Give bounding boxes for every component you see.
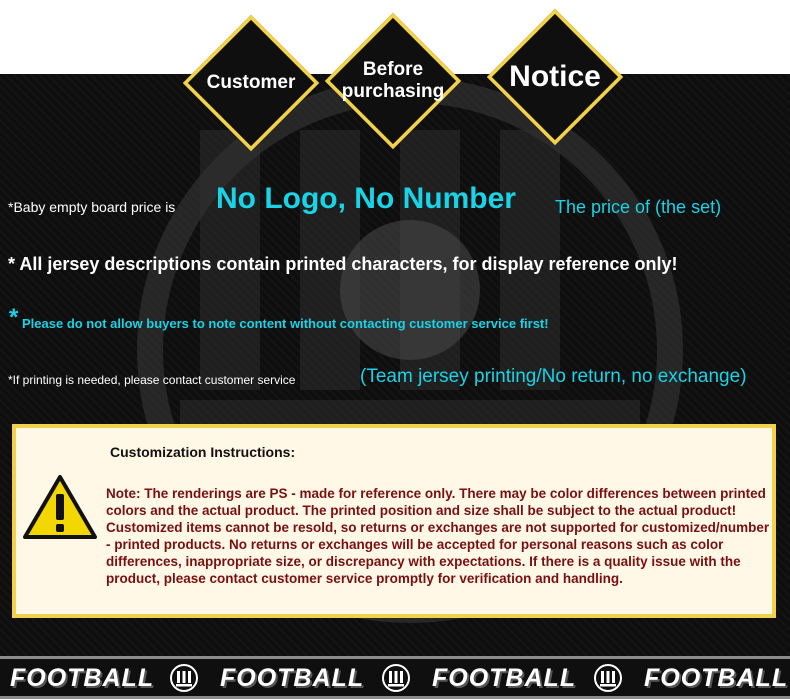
football-emblem-icon [169,663,199,693]
price-set-label: The price of (the set) [555,197,722,217]
asterisk-mark: * [9,304,19,331]
diamond-before-purchasing [326,14,460,148]
football-word: FOOTBALL [10,664,155,692]
diamond-notice [488,10,622,144]
football-word: FOOTBALL [220,664,365,692]
team-printing-note: (Team jersey printing/No return, no exchange) [360,366,747,387]
football-word: FOOTBALL [644,664,789,692]
note-content-warning: Please do not allow buyers to note content without contacting customer service first! [22,316,549,331]
diamond-customer-label: Customer [206,72,296,93]
football-footer-strip [0,656,790,699]
football-emblem-icon [593,663,623,693]
diamond-before-purchasing-label: Before purchasing [341,59,445,102]
baby-price-label: *Baby empty board price is [8,199,176,215]
customization-notice-box [12,424,776,618]
football-word: FOOTBALL [432,664,577,692]
notice-title: Customization Instructions: [110,444,296,460]
diamond-customer [184,16,318,150]
printed-characters-note: * All jersey descriptions contain printed characters, for display reference only! [8,254,678,274]
no-logo-heading: No Logo, No Number [216,182,516,215]
football-emblem-icon [381,663,411,693]
diamond-notice-label: Notice [509,60,601,93]
printing-contact-note: *If printing is needed, please contact customer service [8,373,296,387]
warning-icon [22,474,98,540]
notice-body: Note: The renderings are PS - made for reference only. There may be color differences between printed colors and the actual product. The printed position and size shall be subject to the actual product! Customized items cannot be resold, so returns or exchanges are not supported for customized/number - printed products. No returns or exchanges will be accepted for personal reasons such as color differences, inappropriate size, or discrepancy with expectations. If there is a quality issue with the product, please contact customer service promptly for verification and handling. [106,486,770,586]
